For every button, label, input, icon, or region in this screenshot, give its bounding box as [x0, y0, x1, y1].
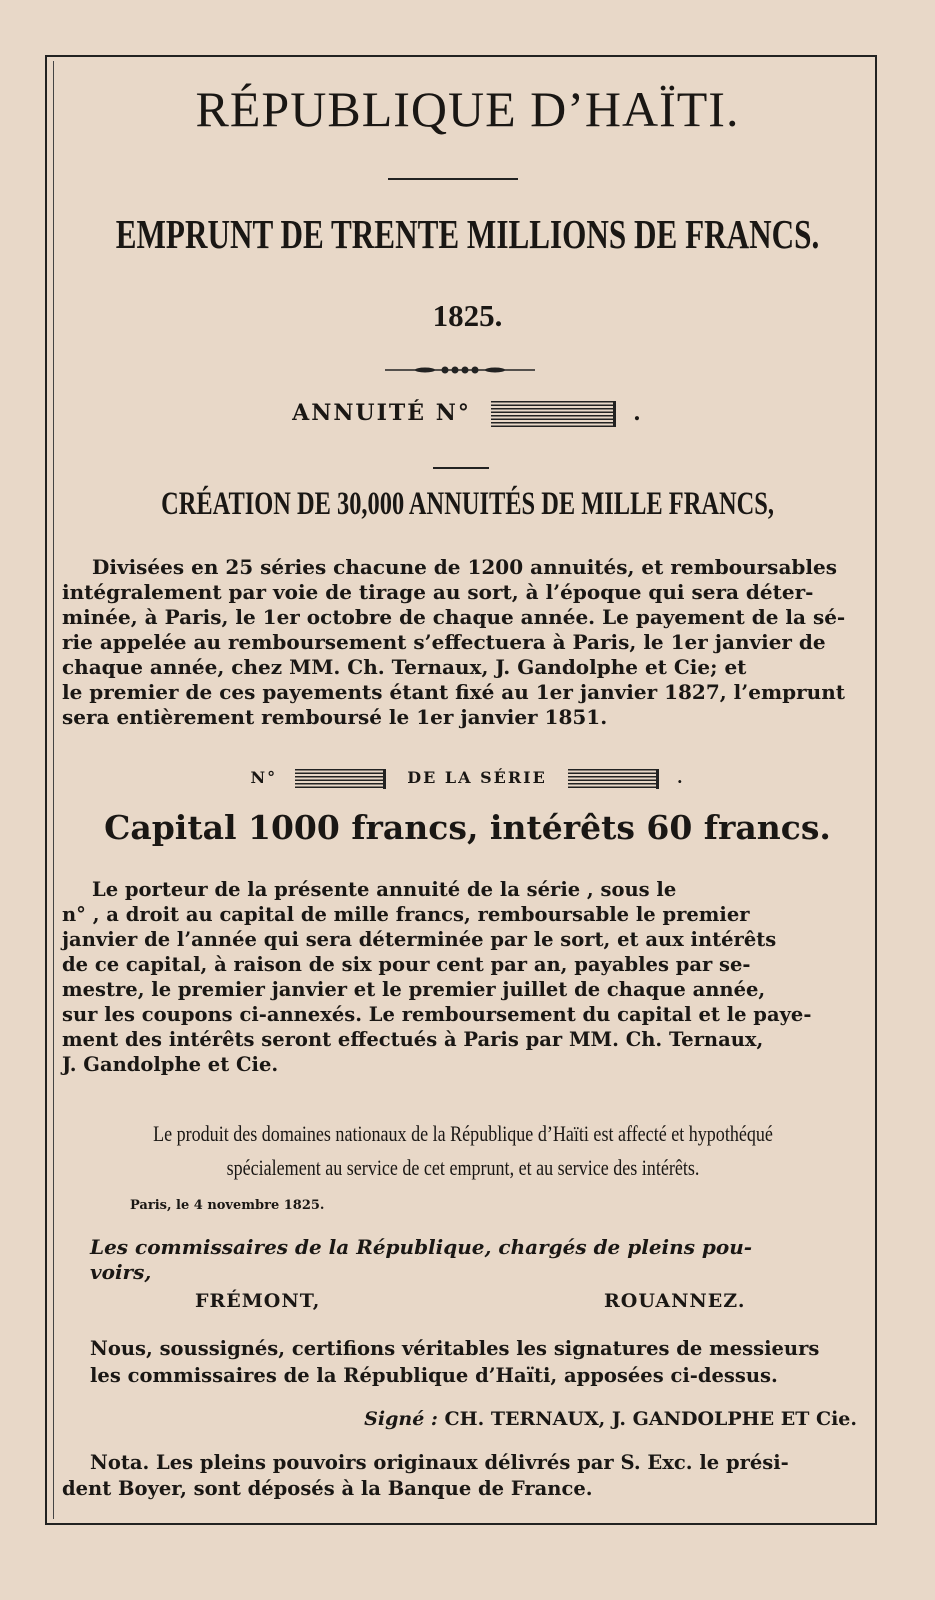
paragraph-line: sur les coupons ci-annexés. Le remboursement du capital et le paye- — [62, 1003, 812, 1026]
serie-number-row — [0, 768, 935, 789]
divider — [433, 467, 489, 469]
paragraph-line: minée, à Paris, le 1er octobre de chaque année. Le payement de la sé- — [62, 605, 846, 629]
paragraph-line: Le produit des domaines nationaux de la République d’Haïti est affecté et hypothéqué — [153, 1121, 773, 1146]
certification-paragraph — [90, 1335, 850, 1389]
de-la-serie-label: DE LA SÉRIE — [407, 768, 547, 787]
no-label: N° — [250, 768, 278, 787]
inner-border — [53, 61, 869, 1519]
nota-paragraph — [62, 1450, 852, 1502]
serie-end: . — [676, 768, 685, 787]
paragraph-line: Le porteur de la présente annuité de la série , sous le — [92, 878, 677, 901]
paragraph-line: Divisées en 25 séries chacune de 1200 annuités, et remboursables — [92, 555, 837, 579]
date-line: Paris, le 4 novembre 1825. — [130, 1198, 325, 1213]
annuite-number-row — [0, 400, 935, 427]
loan-heading: EMPRUNT DE TRENTE MILLIONS DE FRANCS. — [115, 211, 820, 257]
commissioners-line — [90, 1235, 850, 1285]
creation-heading: CRÉATION DE 30,000 ANNUITÉS DE MILLE FRANCS, — [161, 486, 774, 522]
document-title: RÉPUBLIQUE D’HAÏTI. — [195, 81, 740, 137]
paragraph-line: Nous, soussignés, certifions véritables les signatures de messieurs — [90, 1337, 820, 1360]
serie-field — [568, 769, 659, 789]
year: 1825. — [432, 298, 503, 333]
paragraph-line: de ce capital, à raison de six pour cent par an, payables par se- — [62, 953, 751, 976]
signed-names: CH. TERNAUX, J. GANDOLPHE ET Cie. — [444, 1408, 857, 1430]
signatory-rouannez: ROUANNEZ. — [604, 1290, 746, 1312]
paragraph-line: les commissaires de la République d’Haïti, apposées ci-dessus. — [90, 1364, 778, 1387]
paragraph-line: mestre, le premier janvier et le premier juillet de chaque année, — [62, 978, 766, 1001]
guarantee-paragraph — [147, 1117, 778, 1185]
no-field — [295, 769, 386, 789]
paragraph-line: voirs, — [90, 1260, 152, 1284]
conditions-paragraph — [62, 555, 852, 730]
signed-label: Signé : — [364, 1408, 438, 1430]
ornament-divider — [385, 364, 535, 376]
paragraph-line: rie appelée au remboursement s’effectuera à Paris, le 1er janvier de — [62, 630, 826, 654]
annuite-label: ANNUITÉ N° — [292, 400, 471, 426]
paragraph-line: intégralement par voie de tirage au sort, à l’époque qui sera déter- — [62, 580, 814, 604]
paragraph-line: Nota. Les pleins pouvoirs originaux délivrés par S. Exc. le prési- — [90, 1451, 789, 1474]
annuite-end: . — [633, 400, 643, 426]
annuite-number-field — [491, 401, 616, 427]
paragraph-line: dent Boyer, sont déposés à la Banque de France. — [62, 1477, 593, 1500]
paragraph-line: J. Gandolphe et Cie. — [62, 1053, 279, 1076]
divider — [388, 178, 518, 180]
bearer-paragraph — [62, 877, 852, 1077]
paragraph-line: chaque année, chez MM. Ch. Ternaux, J. Gandolphe et Cie; et — [62, 655, 747, 679]
paragraph-line: n° , a droit au capital de mille francs, remboursable le premier — [62, 903, 750, 926]
signed-line — [364, 1408, 857, 1430]
paragraph-line: sera entièrement remboursé le 1er janvier 1851. — [62, 705, 608, 729]
paragraph-line: spécialement au service de cet emprunt, et au service des intérêts. — [226, 1155, 700, 1180]
paragraph-line: janvier de l’année qui sera déterminée par le sort, et aux intérêts — [62, 928, 777, 951]
paragraph-line: le premier de ces payements étant fixé au 1er janvier 1827, l’emprunt — [62, 680, 845, 704]
capital-heading: Capital 1000 francs, intérêts 60 francs. — [104, 808, 831, 847]
document-frame — [45, 55, 877, 1525]
signatory-fremont: FRÉMONT, — [195, 1290, 321, 1312]
paragraph-line: Les commissaires de la République, chargés de pleins pou- — [90, 1235, 753, 1259]
paragraph-line: ment des intérêts seront effectués à Paris par MM. Ch. Ternaux, — [62, 1028, 764, 1051]
